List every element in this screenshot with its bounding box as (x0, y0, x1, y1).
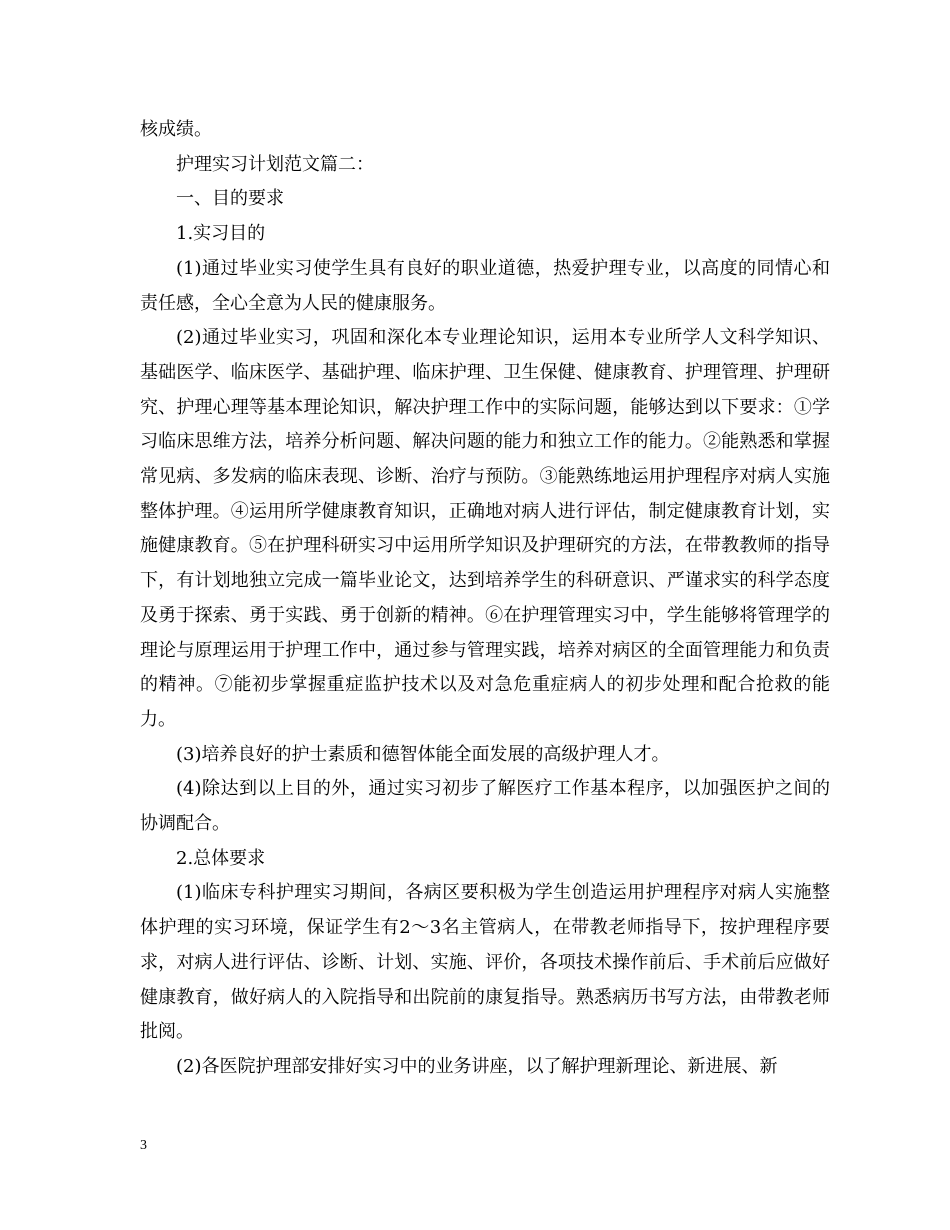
section-title-plan-two: 护理实习计划范文篇二： (176, 153, 374, 175)
heading-purpose-requirements: 一、目的要求 (176, 188, 284, 210)
paragraph-requirement-1: (1)临床专科护理实习期间，各病区要积极为学生创造运用护理程序对病人实施整体护理的实习环境，保证学生有2～3名主管病人，在带教老师指导下，按护理程序要求，对病人进行评估、诊断、计划、实施、评价，各项技术操作前后、手术前后应做好健康教育，做好病人的入院指导和出院前的康复指导。熟悉病历书写方法，由带教老师批阅。 (140, 882, 830, 1043)
document-body (140, 113, 830, 1085)
page-number: 3 (140, 1138, 147, 1153)
paragraph-purpose-1: (1)通过毕业实习使学生具有良好的职业道德，热爱护理专业，以高度的同情心和责任感，全心全意为人民的健康服务。 (140, 257, 830, 314)
heading-internship-purpose: 1.实习目的 (176, 223, 266, 245)
paragraph-purpose-2: (2)通过毕业实习，巩固和深化本专业理论知识，运用本专业所学人文科学知识、基础医学、临床医学、基础护理、临床护理、卫生保健、健康教育、护理管理、护理研究、护理心理等基本理论知识，解决护理工作中的实际问题，能够达到以下要求：①学习临床思维方法，培养分析问题、解决问题的能力和独立工作的能力。②能熟悉和掌握常见病、多发病的临床表现、诊断、治疗与预防。③能熟练地运用护理程序对病人实施整体护理。④运用所学健康教育知识，正确地对病人进行评估，制定健康教育计划，实施健康教育。⑤在护理科研实习中运用所学知识及护理研究的方法，在带教教师的指导下，有计划地独立完成一篇毕业论文，达到培养学生的科研意识、严谨求实的科学态度及勇于探索、勇于实践、勇于创新的精神。⑥在护理管理实习中，学生能够将管理学的理论与原理运用于护理工作中，通过参与管理实践，培养对病区的全面管理能力和负责的精神。⑦能初步掌握重症监护技术以及对急危重症病人的初步处理和配合抢救的能力。 (140, 327, 830, 730)
heading-overall-requirements: 2.总体要求 (176, 847, 266, 869)
paragraph-purpose-3: (3)培养良好的护士素质和德智体能全面发展的高级护理人才。 (176, 743, 670, 765)
paragraph-requirement-2: (2)各医院护理部安排好实习中的业务讲座，以了解护理新理论、新进展、新 (176, 1055, 778, 1077)
paragraph-purpose-4: (4)除达到以上目的外，通过实习初步了解医疗工作基本程序，以加强医护之间的协调配合。 (140, 778, 830, 835)
paragraph-exam-results: 核成绩。 (140, 119, 212, 140)
